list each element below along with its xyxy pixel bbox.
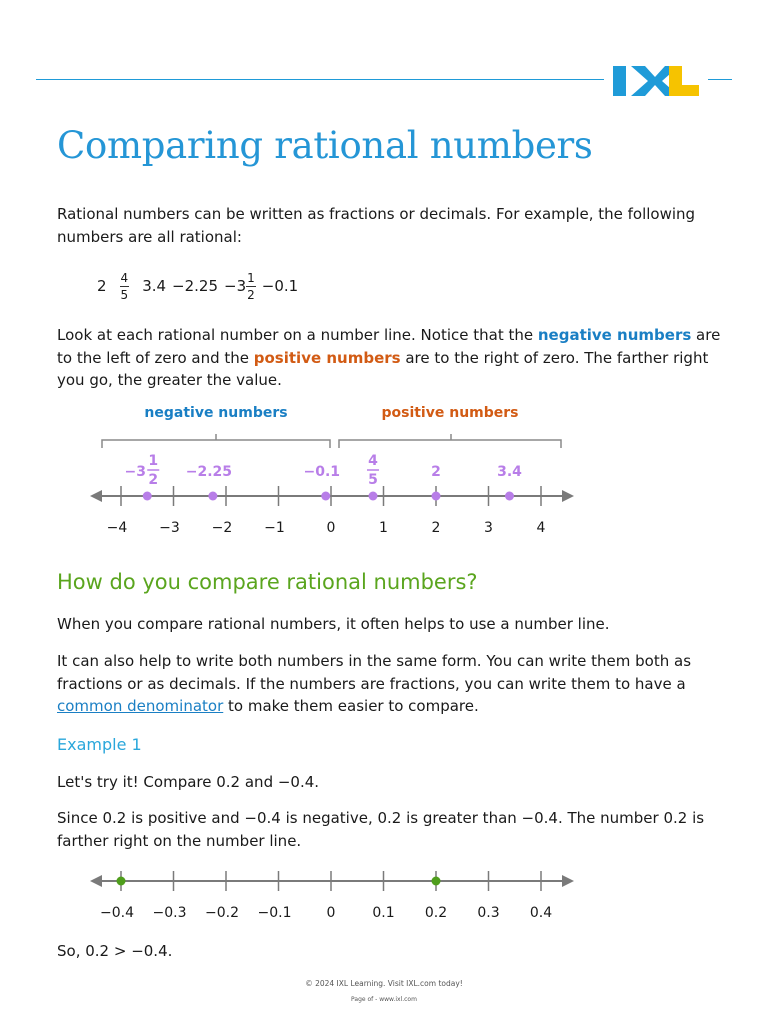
try-it-text: Let's try it! Compare 0.2 and −0.4. [57,773,320,791]
example-neg-0-1: −0.1 [261,277,299,295]
footer-copyright: © 2024 IXL Learning. Visit IXL.com today! [305,979,463,988]
example-heading: Example 1 [57,735,142,754]
tick-label: 1 [379,520,388,536]
point [143,492,152,501]
ixl-logo [611,64,701,98]
tick-label: −2 [211,520,233,536]
tick-label: 0.2 [424,905,448,921]
intro-paragraph: Rational numbers can be written as fractions or decimals. For example, the following numbers are all rational: [57,205,696,246]
example-3-4: 3.4 [142,277,167,295]
number-line-rational [0,396,768,546]
tick-label: 0.1 [372,905,395,921]
example-2: 2 [97,277,107,295]
tick-label: 3 [484,520,493,536]
point-label: −3 [124,464,146,480]
tick-label: −3 [159,520,180,536]
point [208,492,217,501]
conclusion-text: So, 0.2 > −0.4. [57,942,173,960]
tick-label: −0.4 [100,905,134,921]
point-label: 2 [431,464,441,480]
tick-label: −0.1 [257,905,292,921]
footer-page: Page of - www.ixl.com [351,996,417,1003]
example-four-fifths: $\frac{4}{5}$ [120,270,129,302]
point [432,492,441,501]
header-rule [36,79,604,80]
header-rule-end [708,79,732,80]
tick-label: −4 [106,520,128,536]
example-explanation: Since 0.2 is positive and −0.4 is negative, 0.2 is greater than −0.4. The number 0.2 is farther right on the number line. [57,809,705,850]
tick-label: −0.3 [152,905,187,921]
arrow-left-icon [90,490,102,502]
positive-numbers-highlight: positive numbers [253,348,401,367]
positive-numbers-label: positive numbers [381,405,519,421]
negative-brace [102,434,330,448]
page-title: Comparing rational numbers [57,124,593,167]
arrow-right-icon [562,490,574,502]
common-denominator-link[interactable]: common denominator [57,697,224,715]
point [505,492,514,501]
tick-label: 0 [326,905,336,921]
tick-label: 0.4 [529,905,553,921]
number-line-tip: When you compare rational numbers, it often helps to use a number line. [57,615,610,633]
section-heading: How do you compare rational numbers? [57,570,478,594]
example-neg-3-half: −3 $\frac{1}{2}$ [224,270,255,302]
tick-label: 0.3 [477,905,500,921]
point [432,877,441,886]
number-line-decimals [0,860,768,930]
tick-label: 0 [326,520,336,536]
point-label: 3.4 [497,464,522,480]
arrow-left-icon [90,875,102,887]
point-label: −0.1 [303,464,341,480]
same-form-paragraph: It can also help to write both numbers in the same form. You can write them both as fractions or as decimals. If the numbers are fractions, you can write them to have a common denominator to make them easier to compare. [57,652,692,715]
point-label-denominator: 5 [368,472,378,488]
point [117,877,126,886]
example-neg-2-25: −2.25 [172,277,219,295]
point-label: −2.25 [185,464,233,480]
negative-numbers-label: negative numbers [144,405,288,421]
point [321,492,330,501]
tick-label: −1 [264,520,285,536]
point-label-numerator: 1 [148,453,159,469]
tick-label: 2 [431,520,441,536]
example-numbers [97,268,298,304]
arrow-right-icon [562,875,574,887]
positive-brace [339,434,561,448]
number-line-explanation: Look at each rational number on a number line. Notice that the negative numbers are to the left of zero and the positive numbers are to the right of zero. The farther right you go, the greater the value. [57,326,721,389]
point-label-denominator: 2 [148,472,159,488]
point [369,492,378,501]
tick-label: −0.2 [205,905,239,921]
tick-label: 4 [536,520,546,536]
negative-numbers-highlight: negative numbers [537,326,692,344]
point-label-numerator: 4 [368,453,378,469]
